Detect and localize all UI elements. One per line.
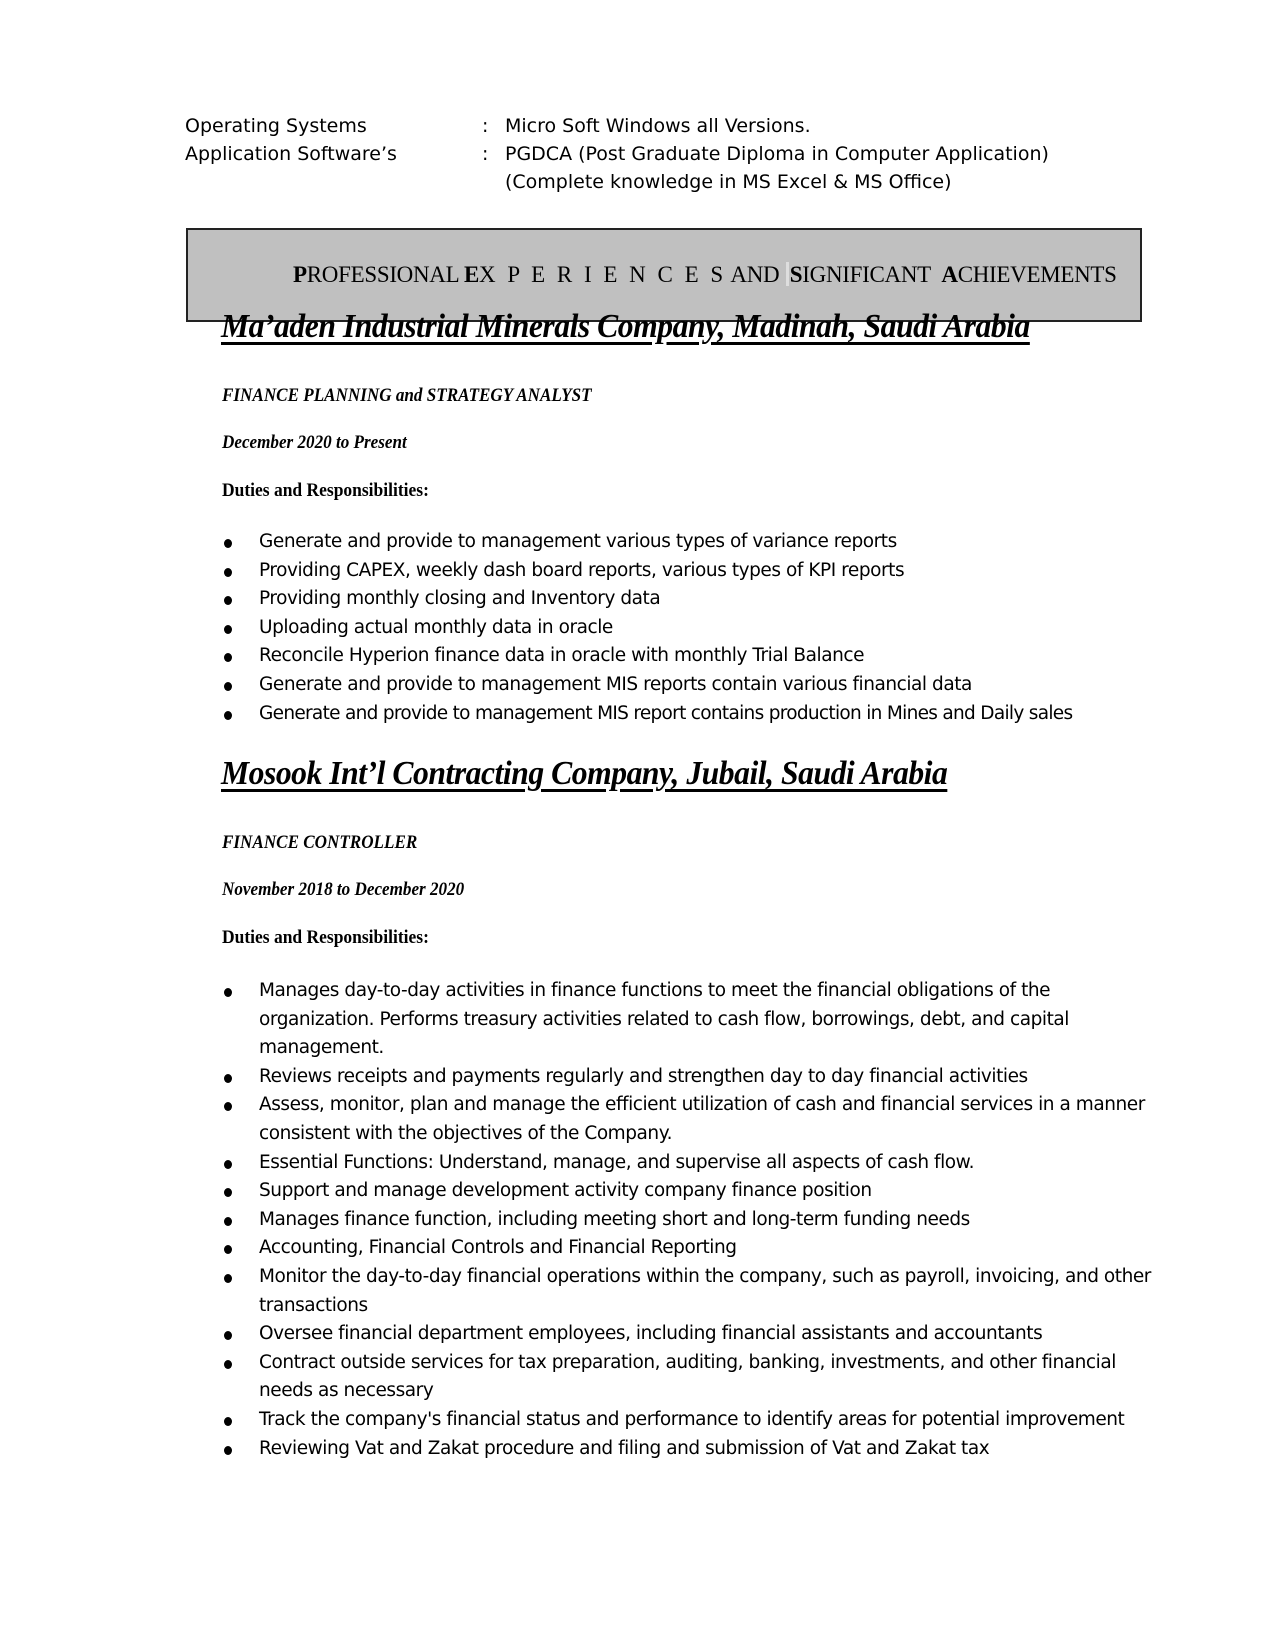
list-item: Track the company's financial status and performance to identify areas for potential improvement xyxy=(222,1406,1162,1435)
duties-label: Duties and Responsibilities: xyxy=(222,927,429,948)
skill-value: PGDCA (Post Graduate Diploma in Computer Application) xyxy=(505,143,1049,165)
list-item: Generate and provide to management various types of variance reports xyxy=(222,528,1162,557)
bullet-icon xyxy=(224,988,232,997)
list-item: Providing CAPEX, weekly dash board reports, various types of KPI reports xyxy=(222,557,1162,586)
company-heading: Mosook Int’l Contracting Company, Jubail, Saudi Arabia xyxy=(221,755,948,792)
bullet-icon xyxy=(224,653,232,662)
list-item: Reconcile Hyperion finance data in oracle with monthly Trial Balance xyxy=(222,642,1162,671)
bullet-icon xyxy=(224,1360,232,1369)
list-item: Monitor the day-to-day financial operations within the company, such as payroll, invoicing, and other transactions xyxy=(222,1263,1162,1320)
bullet-icon xyxy=(224,1160,232,1169)
title-initial: P xyxy=(293,262,307,287)
bullet-icon xyxy=(224,1245,232,1254)
title-part: ROFESSIONAL xyxy=(306,262,464,287)
skill-value: (Complete knowledge in MS Excel & MS Office) xyxy=(505,171,952,193)
bullet-icon xyxy=(224,682,232,691)
title-part: CHIEVEMENTS xyxy=(957,262,1117,287)
bullet-icon xyxy=(224,1102,232,1111)
title-initial: S xyxy=(789,262,803,287)
list-item: Providing monthly closing and Inventory data xyxy=(222,585,1162,614)
bullet-icon xyxy=(224,1274,232,1283)
bullet-icon xyxy=(224,1074,232,1083)
section-title xyxy=(293,262,1117,288)
title-part: AND xyxy=(726,262,785,287)
bullet-icon xyxy=(224,1217,232,1226)
list-item: Support and manage development activity company finance position xyxy=(222,1177,1162,1206)
list-item: Contract outside services for tax preparation, auditing, banking, investments, and other financial needs as necessary xyxy=(222,1349,1162,1406)
duties-list xyxy=(222,528,1162,728)
skill-label: Operating Systems xyxy=(185,115,367,137)
text-cursor-highlight xyxy=(786,262,789,286)
bullet-icon xyxy=(224,1188,232,1197)
bullet-icon xyxy=(224,568,232,577)
title-initial: E xyxy=(463,262,480,287)
job-dates: November 2018 to December 2020 xyxy=(222,879,465,900)
duties-list xyxy=(222,977,1162,1463)
list-item: Reviews receipts and payments regularly and strengthen day to day financial activities xyxy=(222,1063,1162,1092)
bullet-icon xyxy=(224,711,232,720)
list-item: Assess, monitor, plan and manage the efficient utilization of cash and financial services in a manner consistent with the objectives of the Company. xyxy=(222,1091,1162,1148)
job-dates: December 2020 to Present xyxy=(222,432,407,453)
list-item: Manages finance function, including meeting short and long-term funding needs xyxy=(222,1206,1162,1235)
list-item: Manages day-to-day activities in finance functions to meet the financial obligations of the organization. Performs treasury activities related to cash flow, borrowings, debt, and capital management. xyxy=(222,977,1162,1063)
bullet-icon xyxy=(224,625,232,634)
list-item: Reviewing Vat and Zakat procedure and filing and submission of Vat and Zakat tax xyxy=(222,1435,1162,1464)
company-heading: Ma’aden Industrial Minerals Company, Madinah, Saudi Arabia xyxy=(221,308,1030,345)
title-part: X P E R I E N C E S xyxy=(479,262,727,287)
skill-label: Application Software’s xyxy=(185,143,397,165)
skill-separator: : xyxy=(482,143,489,165)
list-item: Uploading actual monthly data in oracle xyxy=(222,614,1162,643)
skill-separator: : xyxy=(482,115,489,137)
bullet-icon xyxy=(224,596,232,605)
title-part: IGNIFICANT xyxy=(802,262,942,287)
list-item: Oversee financial department employees, including financial assistants and accountants xyxy=(222,1320,1162,1349)
list-item: Generate and provide to management MIS report contains production in Mines and Daily sales xyxy=(222,700,1162,729)
bullet-icon xyxy=(224,539,232,548)
title-initial: A xyxy=(941,262,958,287)
skill-value: Micro Soft Windows all Versions. xyxy=(505,115,811,137)
bullet-icon xyxy=(224,1417,232,1426)
job-title: FINANCE CONTROLLER xyxy=(222,832,418,853)
list-item: Generate and provide to management MIS reports contain various financial data xyxy=(222,671,1162,700)
bullet-icon xyxy=(224,1331,232,1340)
list-item: Accounting, Financial Controls and Financial Reporting xyxy=(222,1234,1162,1263)
bullet-icon xyxy=(224,1446,232,1455)
duties-label: Duties and Responsibilities: xyxy=(222,480,429,501)
list-item: Essential Functions: Understand, manage, and supervise all aspects of cash flow. xyxy=(222,1149,1162,1178)
job-title: FINANCE PLANNING and STRATEGY ANALYST xyxy=(222,385,592,406)
